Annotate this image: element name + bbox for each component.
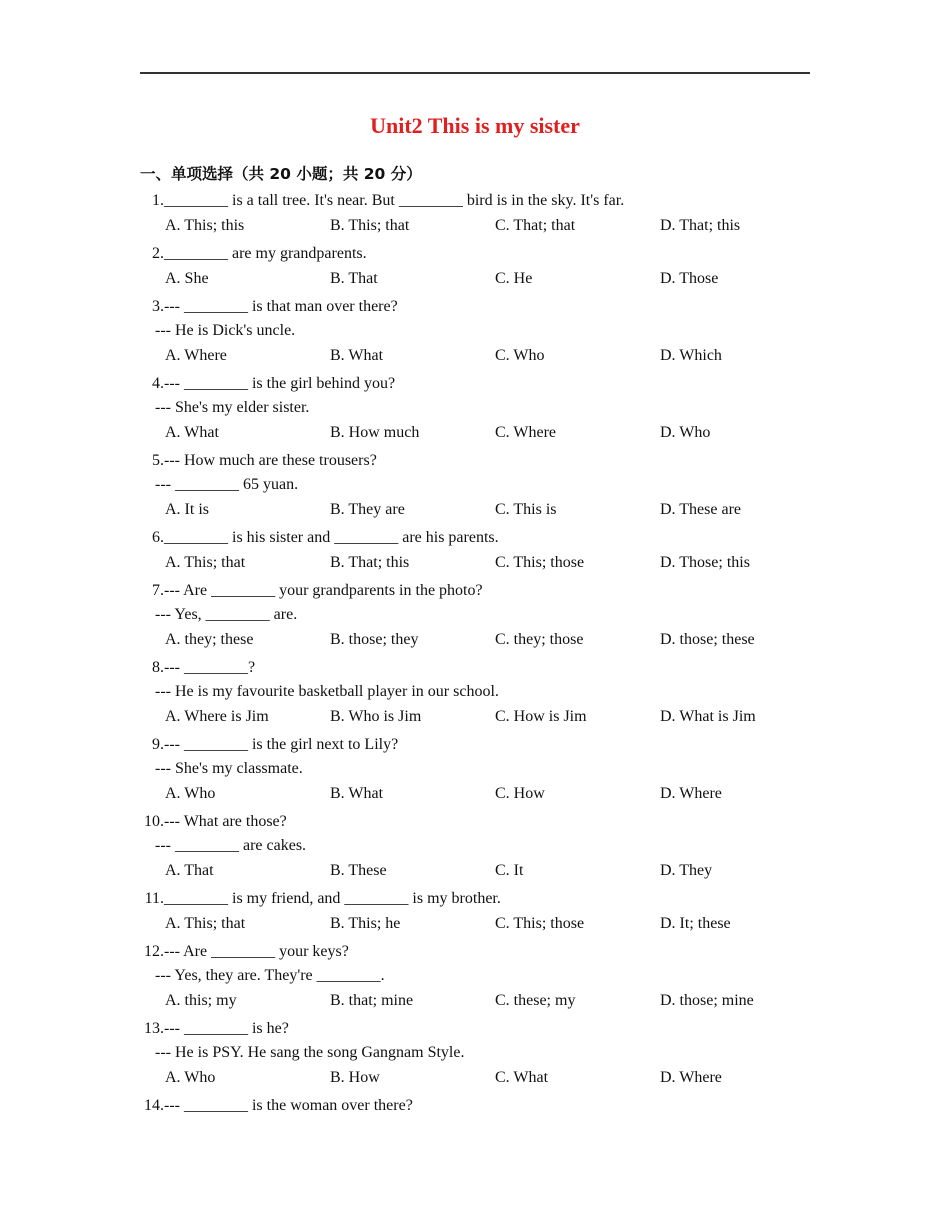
answer-line [140,964,820,988]
option-c: C. He [495,270,533,287]
option-d: D. These are [660,501,741,518]
option-c: C. How [495,785,545,802]
question-stem-line [140,940,820,964]
options-row [140,420,820,445]
options-row [140,266,820,291]
option-a: A. Who [165,1069,216,1086]
option-b: B. That; this [330,554,410,571]
option-c: C. How is Jim [495,708,587,725]
option-b: B. How [330,1069,380,1086]
option-d: D. That; this [660,217,741,234]
question-stem: ________ is a tall tree. It's near. But ________ bird is in the sky. It's far. [164,192,625,209]
question-stem-line [140,1094,820,1118]
question-item [140,189,820,238]
option-c: C. This; those [495,554,585,571]
option-d: D. Where [660,785,722,802]
answer-line [140,396,820,420]
question-number: 13. [144,1020,164,1037]
question-number: 7. [152,582,164,599]
options-row [140,781,820,806]
question-item [140,733,820,806]
option-a: A. Where is Jim [165,708,269,725]
question-number: 1. [152,192,164,209]
question-stem-line [140,1017,820,1041]
option-b: B. These [330,862,387,879]
question-number: 6. [152,529,164,546]
question-stem-line [140,810,820,834]
options-row [140,988,820,1013]
option-c: C. What [495,1069,549,1086]
answer-line [140,757,820,781]
option-a: A. That [165,862,214,879]
section-heading: 一、单项选择（共 20 小题；共 20 分） [140,165,422,183]
question-stem-line [140,526,820,550]
question-stem-line [140,887,820,911]
question-stem-line [140,656,820,680]
option-a: A. Who [165,785,216,802]
answer-line [140,834,820,858]
option-d: D. What is Jim [660,708,756,725]
option-a: A. What [165,424,219,441]
options-row [140,704,820,729]
question-stem: --- How much are these trousers? [164,452,377,469]
options-row [140,911,820,936]
option-c: C. Where [495,424,557,441]
option-c: C. these; my [495,992,576,1009]
answer-line [140,473,820,497]
question-item [140,940,820,1013]
question-item [140,1094,820,1118]
answer-line [140,1041,820,1065]
question-stem: --- What are those? [164,813,287,830]
answer-line [140,319,820,343]
question-item [140,372,820,445]
question-stem-line [140,189,820,213]
option-b: B. How much [330,424,420,441]
option-d: D. It; these [660,915,731,932]
option-c: C. This; those [495,915,585,932]
question-stem-line [140,372,820,396]
option-b: B. that; mine [330,992,414,1009]
options-row [140,627,820,652]
dialogue-reply: --- She's my classmate. [155,760,303,777]
dialogue-reply: --- He is Dick's uncle. [155,322,296,339]
option-d: D. Which [660,347,722,364]
question-item [140,295,820,368]
option-d: D. Who [660,424,711,441]
option-c: C. they; those [495,631,584,648]
header-rule [140,72,810,74]
option-c: C. That; that [495,217,576,234]
question-stem: --- Are ________ your grandparents in the photo? [164,582,483,599]
option-d: D. Those [660,270,719,287]
option-d: D. those; mine [660,992,754,1009]
question-stem: --- Are ________ your keys? [164,943,349,960]
option-c: C. It [495,862,524,879]
question-item [140,656,820,729]
option-a: A. This; this [165,217,245,234]
question-item [140,1017,820,1090]
question-stem-line [140,449,820,473]
option-c: C. Who [495,347,545,364]
option-b: B. That [330,270,378,287]
question-stem-line [140,579,820,603]
question-stem: --- ________? [164,659,256,676]
question-stem-line [140,242,820,266]
options-row [140,213,820,238]
option-d: D. Those; this [660,554,750,571]
question-item [140,242,820,291]
question-number: 12. [144,943,164,960]
question-stem: ________ is my friend, and ________ is my brother. [164,890,501,907]
option-c: C. This is [495,501,557,518]
question-stem: ________ is his sister and ________ are his parents. [164,529,499,546]
option-b: B. What [330,347,384,364]
question-stem: --- ________ is the woman over there? [164,1097,413,1114]
question-number: 8. [152,659,164,676]
option-b: B. What [330,785,384,802]
question-stem: --- ________ is that man over there? [164,298,398,315]
question-item [140,579,820,652]
dialogue-reply: --- She's my elder sister. [155,399,310,416]
answer-line [140,603,820,627]
option-d: D. those; these [660,631,755,648]
option-b: B. They are [330,501,405,518]
option-a: A. She [165,270,209,287]
option-a: A. Where [165,347,227,364]
option-b: B. This; he [330,915,401,932]
question-item [140,526,820,575]
question-item [140,887,820,936]
dialogue-reply: --- He is PSY. He sang the song Gangnam Style. [155,1044,465,1061]
page-title: Unit2 This is my sister [370,113,580,138]
question-list [140,189,820,1122]
question-stem-line [140,733,820,757]
option-a: A. This; that [165,915,246,932]
option-b: B. those; they [330,631,419,648]
option-b: B. Who is Jim [330,708,422,725]
option-a: A. It is [165,501,209,518]
option-d: D. They [660,862,713,879]
question-item [140,810,820,883]
dialogue-reply: --- Yes, ________ are. [155,606,298,623]
dialogue-reply: --- Yes, they are. They're ________. [155,967,385,984]
options-row [140,497,820,522]
question-number: 14. [144,1097,164,1114]
option-b: B. This; that [330,217,410,234]
answer-line [140,680,820,704]
question-stem: --- ________ is he? [164,1020,289,1037]
options-row [140,858,820,883]
question-number: 2. [152,245,164,262]
question-stem: --- ________ is the girl next to Lily? [164,736,399,753]
question-number: 10. [144,813,164,830]
dialogue-reply: --- ________ are cakes. [155,837,307,854]
question-number: 9. [152,736,164,753]
question-stem: --- ________ is the girl behind you? [164,375,396,392]
dialogue-reply: --- He is my favourite basketball player in our school. [155,683,499,700]
option-a: A. this; my [165,992,237,1009]
question-item [140,449,820,522]
question-number: 3. [152,298,164,315]
option-a: A. they; these [165,631,254,648]
options-row [140,1065,820,1090]
question-number: 5. [152,452,164,469]
question-stem-line [140,295,820,319]
question-stem: ________ are my grandparents. [164,245,367,262]
options-row [140,550,820,575]
options-row [140,343,820,368]
dialogue-reply: --- ________ 65 yuan. [155,476,299,493]
question-number: 4. [152,375,164,392]
question-number: 11. [144,890,164,907]
option-a: A. This; that [165,554,246,571]
option-d: D. Where [660,1069,722,1086]
